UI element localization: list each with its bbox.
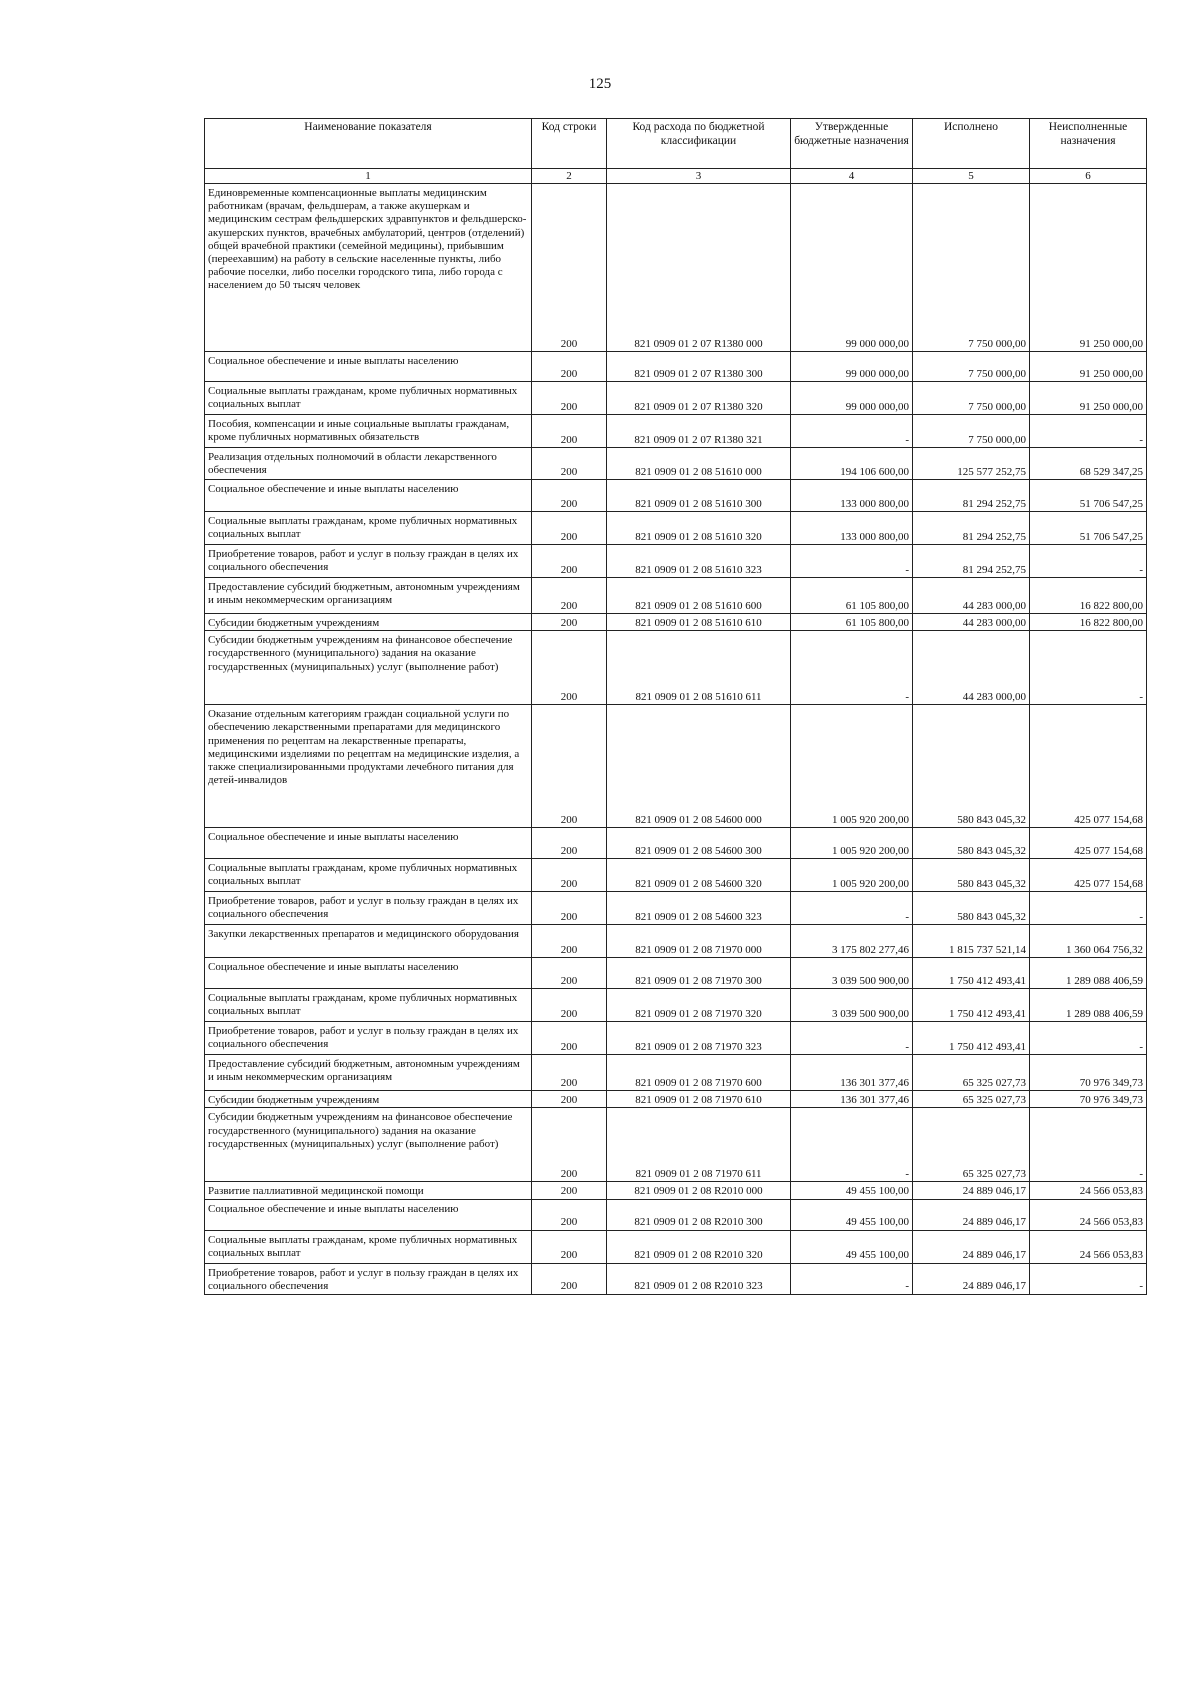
indicator-name-cell: Оказание отдельным категориям граждан социальной услуги по обеспечению лекарственными препаратами для медицинского применения по рецептам на лекарственные препараты, медицинскими изделиями по рецептам на медицинские изделия, а также специализированными продуктами лечебного питания для детей-инвалидов [205,705,532,828]
executed-amount-cell: 580 843 045,32 [913,705,1030,828]
executed-amount-cell: 7 750 000,00 [913,352,1030,382]
header-unexecuted: Неисполненные назначения [1030,119,1147,169]
line-code-cell: 200 [532,1108,607,1182]
approved-amount-cell: 3 039 500 900,00 [791,989,913,1022]
line-code-cell: 200 [532,415,607,448]
indicator-name-cell: Субсидии бюджетным учреждениям на финансовое обеспечение государственного (муниципального) задания на оказание государственных (муниципальных) услуг (выполнение работ) [205,631,532,705]
approved-amount-cell: 61 105 800,00 [791,578,913,614]
line-code-cell: 200 [532,859,607,892]
executed-amount-cell: 44 283 000,00 [913,578,1030,614]
indicator-name-cell: Реализация отдельных полномочий в области лекарственного обеспечения [205,448,532,480]
table-row [205,705,1147,828]
indicator-name-cell: Пособия, компенсации и иные социальные выплаты гражданам, кроме публичных нормативных обязательств [205,415,532,448]
indicator-name-cell: Социальные выплаты гражданам, кроме публичных нормативных социальных выплат [205,989,532,1022]
unexecuted-amount-cell: - [1030,1263,1147,1294]
unexecuted-amount-cell: 91 250 000,00 [1030,184,1147,352]
executed-amount-cell: 1 815 737 521,14 [913,925,1030,958]
indicator-name-cell: Субсидии бюджетным учреждениям [205,1091,532,1108]
classification-code-cell: 821 0909 01 2 07 R1380 321 [607,415,791,448]
indicator-name-cell: Закупки лекарственных препаратов и медицинского оборудования [205,925,532,958]
approved-amount-cell: 49 455 100,00 [791,1230,913,1263]
unexecuted-amount-cell: 51 706 547,25 [1030,512,1147,545]
executed-amount-cell: 580 843 045,32 [913,828,1030,859]
executed-amount-cell: 1 750 412 493,41 [913,1022,1030,1055]
classification-code-cell: 821 0909 01 2 08 R2010 300 [607,1199,791,1230]
column-number: 4 [791,169,913,184]
indicator-name-cell: Социальные выплаты гражданам, кроме публичных нормативных социальных выплат [205,859,532,892]
classification-code-cell: 821 0909 01 2 08 71970 323 [607,1022,791,1055]
budget-execution-table [204,118,1147,1295]
table-row [205,480,1147,512]
unexecuted-amount-cell: - [1030,415,1147,448]
indicator-name-cell: Приобретение товаров, работ и услуг в пользу граждан в целях их социального обеспечения [205,1263,532,1294]
indicator-name-cell: Социальные выплаты гражданам, кроме публичных нормативных социальных выплат [205,512,532,545]
approved-amount-cell: 136 301 377,46 [791,1055,913,1091]
header-row [205,119,1147,169]
line-code-cell: 200 [532,958,607,989]
line-code-cell: 200 [532,989,607,1022]
unexecuted-amount-cell: 1 360 064 756,32 [1030,925,1147,958]
table-row [205,859,1147,892]
classification-code-cell: 821 0909 01 2 07 R1380 000 [607,184,791,352]
indicator-name-cell: Социальные выплаты гражданам, кроме публичных нормативных социальных выплат [205,1230,532,1263]
classification-code-cell: 821 0909 01 2 08 51610 600 [607,578,791,614]
table-row [205,1199,1147,1230]
unexecuted-amount-cell: 51 706 547,25 [1030,480,1147,512]
indicator-name-cell: Предоставление субсидий бюджетным, автономным учреждениям и иным некоммерческим организациям [205,578,532,614]
executed-amount-cell: 1 750 412 493,41 [913,958,1030,989]
line-code-cell: 200 [532,382,607,415]
line-code-cell: 200 [532,578,607,614]
table-row [205,1263,1147,1294]
approved-amount-cell: - [791,1263,913,1294]
approved-amount-cell: 99 000 000,00 [791,184,913,352]
table-row [205,1108,1147,1182]
approved-amount-cell: 99 000 000,00 [791,382,913,415]
classification-code-cell: 821 0909 01 2 08 71970 300 [607,958,791,989]
classification-code-cell: 821 0909 01 2 08 R2010 323 [607,1263,791,1294]
unexecuted-amount-cell: 24 566 053,83 [1030,1182,1147,1199]
approved-amount-cell: 133 000 800,00 [791,512,913,545]
classification-code-cell: 821 0909 01 2 08 71970 320 [607,989,791,1022]
executed-amount-cell: 24 889 046,17 [913,1230,1030,1263]
indicator-name-cell: Приобретение товаров, работ и услуг в пользу граждан в целях их социального обеспечения [205,892,532,925]
column-number: 5 [913,169,1030,184]
unexecuted-amount-cell: - [1030,892,1147,925]
table-row [205,1091,1147,1108]
page-number: 125 [588,76,612,92]
executed-amount-cell: 580 843 045,32 [913,859,1030,892]
column-number: 2 [532,169,607,184]
column-number: 1 [205,169,532,184]
approved-amount-cell: 133 000 800,00 [791,480,913,512]
unexecuted-amount-cell: 91 250 000,00 [1030,352,1147,382]
executed-amount-cell: 44 283 000,00 [913,631,1030,705]
classification-code-cell: 821 0909 01 2 08 54600 320 [607,859,791,892]
classification-code-cell: 821 0909 01 2 08 51610 610 [607,614,791,631]
approved-amount-cell: 49 455 100,00 [791,1182,913,1199]
line-code-cell: 200 [532,631,607,705]
executed-amount-cell: 24 889 046,17 [913,1199,1030,1230]
table-row [205,1230,1147,1263]
unexecuted-amount-cell: 16 822 800,00 [1030,614,1147,631]
table-row [205,545,1147,578]
table-row [205,958,1147,989]
approved-amount-cell: 1 005 920 200,00 [791,859,913,892]
approved-amount-cell: 3 039 500 900,00 [791,958,913,989]
executed-amount-cell: 65 325 027,73 [913,1055,1030,1091]
line-code-cell: 200 [532,352,607,382]
executed-amount-cell: 580 843 045,32 [913,892,1030,925]
classification-code-cell: 821 0909 01 2 08 R2010 000 [607,1182,791,1199]
unexecuted-amount-cell: 425 077 154,68 [1030,859,1147,892]
line-code-cell: 200 [532,925,607,958]
executed-amount-cell: 65 325 027,73 [913,1091,1030,1108]
classification-code-cell: 821 0909 01 2 08 71970 611 [607,1108,791,1182]
executed-amount-cell: 81 294 252,75 [913,480,1030,512]
executed-amount-cell: 7 750 000,00 [913,382,1030,415]
classification-code-cell: 821 0909 01 2 08 51610 000 [607,448,791,480]
header-line-code: Код строки [532,119,607,169]
line-code-cell: 200 [532,892,607,925]
unexecuted-amount-cell: - [1030,545,1147,578]
table-row [205,448,1147,480]
classification-code-cell: 821 0909 01 2 08 54600 300 [607,828,791,859]
approved-amount-cell: - [791,1108,913,1182]
table-row [205,892,1147,925]
approved-amount-cell: 49 455 100,00 [791,1199,913,1230]
line-code-cell: 200 [532,1230,607,1263]
table-row [205,352,1147,382]
header-classification-code: Код расхода по бюджетной классификации [607,119,791,169]
indicator-name-cell: Социальное обеспечение и иные выплаты населению [205,480,532,512]
line-code-cell: 200 [532,1263,607,1294]
classification-code-cell: 821 0909 01 2 08 51610 300 [607,480,791,512]
approved-amount-cell: - [791,1022,913,1055]
unexecuted-amount-cell: 1 289 088 406,59 [1030,989,1147,1022]
table-row [205,1055,1147,1091]
indicator-name-cell: Единовременные компенсационные выплаты медицинским работникам (врачам, фельдшерам, а также акушеркам и медицинским сестрам фельдшерских здравпунктов и фельдшерско-акушерских пунктов, врачебных амбулаторий, центров (отделений) общей врачебной практики (семейной медицины), прибывшим (переехавшим) на работу в сельские населенные пункты, либо рабочие поселки, либо поселки городского типа, либо города с населением до 50 тысяч человек [205,184,532,352]
table-row [205,989,1147,1022]
table-body [205,184,1147,1295]
header-executed: Исполнено [913,119,1030,169]
approved-amount-cell: - [791,631,913,705]
unexecuted-amount-cell: 24 566 053,83 [1030,1199,1147,1230]
classification-code-cell: 821 0909 01 2 08 54600 323 [607,892,791,925]
approved-amount-cell: - [791,545,913,578]
unexecuted-amount-cell: 425 077 154,68 [1030,705,1147,828]
table-row [205,614,1147,631]
line-code-cell: 200 [532,1199,607,1230]
table-row [205,925,1147,958]
approved-amount-cell: 194 106 600,00 [791,448,913,480]
header-approved: Утвержденные бюджетные назначения [791,119,913,169]
approved-amount-cell: 1 005 920 200,00 [791,705,913,828]
unexecuted-amount-cell: - [1030,1022,1147,1055]
approved-amount-cell: - [791,415,913,448]
approved-amount-cell: 3 175 802 277,46 [791,925,913,958]
classification-code-cell: 821 0909 01 2 08 51610 323 [607,545,791,578]
executed-amount-cell: 7 750 000,00 [913,415,1030,448]
classification-code-cell: 821 0909 01 2 08 R2010 320 [607,1230,791,1263]
executed-amount-cell: 81 294 252,75 [913,512,1030,545]
line-code-cell: 200 [532,705,607,828]
classification-code-cell: 821 0909 01 2 08 54600 000 [607,705,791,828]
indicator-name-cell: Социальное обеспечение и иные выплаты населению [205,828,532,859]
classification-code-cell: 821 0909 01 2 08 71970 600 [607,1055,791,1091]
indicator-name-cell: Приобретение товаров, работ и услуг в пользу граждан в целях их социального обеспечения [205,545,532,578]
classification-code-cell: 821 0909 01 2 08 51610 320 [607,512,791,545]
executed-amount-cell: 81 294 252,75 [913,545,1030,578]
line-code-cell: 200 [532,828,607,859]
executed-amount-cell: 125 577 252,75 [913,448,1030,480]
approved-amount-cell: 136 301 377,46 [791,1091,913,1108]
line-code-cell: 200 [532,614,607,631]
indicator-name-cell: Социальное обеспечение и иные выплаты населению [205,958,532,989]
indicator-name-cell: Субсидии бюджетным учреждениям на финансовое обеспечение государственного (муниципального) задания на оказание государственных (муниципальных) услуг (выполнение работ) [205,1108,532,1182]
line-code-cell: 200 [532,1022,607,1055]
header-indicator-name: Наименование показателя [205,119,532,169]
unexecuted-amount-cell: 425 077 154,68 [1030,828,1147,859]
executed-amount-cell: 24 889 046,17 [913,1182,1030,1199]
unexecuted-amount-cell: 70 976 349,73 [1030,1091,1147,1108]
indicator-name-cell: Развитие паллиативной медицинской помощи [205,1182,532,1199]
unexecuted-amount-cell: 68 529 347,25 [1030,448,1147,480]
approved-amount-cell: 1 005 920 200,00 [791,828,913,859]
table-row [205,512,1147,545]
executed-amount-cell: 65 325 027,73 [913,1108,1030,1182]
column-number-row [205,169,1147,184]
unexecuted-amount-cell: 24 566 053,83 [1030,1230,1147,1263]
table-row [205,1182,1147,1199]
indicator-name-cell: Субсидии бюджетным учреждениям [205,614,532,631]
indicator-name-cell: Социальное обеспечение и иные выплаты населению [205,352,532,382]
unexecuted-amount-cell: - [1030,631,1147,705]
indicator-name-cell: Предоставление субсидий бюджетным, автономным учреждениям и иным некоммерческим организациям [205,1055,532,1091]
line-code-cell: 200 [532,512,607,545]
table-row [205,578,1147,614]
indicator-name-cell: Социальные выплаты гражданам, кроме публичных нормативных социальных выплат [205,382,532,415]
classification-code-cell: 821 0909 01 2 08 71970 000 [607,925,791,958]
column-number: 3 [607,169,791,184]
line-code-cell: 200 [532,480,607,512]
classification-code-cell: 821 0909 01 2 07 R1380 320 [607,382,791,415]
indicator-name-cell: Социальное обеспечение и иные выплаты населению [205,1199,532,1230]
column-number: 6 [1030,169,1147,184]
table-row [205,631,1147,705]
executed-amount-cell: 7 750 000,00 [913,184,1030,352]
classification-code-cell: 821 0909 01 2 08 71970 610 [607,1091,791,1108]
unexecuted-amount-cell: 16 822 800,00 [1030,578,1147,614]
table-row [205,1022,1147,1055]
line-code-cell: 200 [532,1091,607,1108]
classification-code-cell: 821 0909 01 2 08 51610 611 [607,631,791,705]
unexecuted-amount-cell: 1 289 088 406,59 [1030,958,1147,989]
table-row [205,828,1147,859]
line-code-cell: 200 [532,1182,607,1199]
line-code-cell: 200 [532,545,607,578]
table-row [205,382,1147,415]
classification-code-cell: 821 0909 01 2 07 R1380 300 [607,352,791,382]
executed-amount-cell: 44 283 000,00 [913,614,1030,631]
line-code-cell: 200 [532,1055,607,1091]
table-row [205,184,1147,352]
unexecuted-amount-cell: 70 976 349,73 [1030,1055,1147,1091]
executed-amount-cell: 1 750 412 493,41 [913,989,1030,1022]
executed-amount-cell: 24 889 046,17 [913,1263,1030,1294]
approved-amount-cell: - [791,892,913,925]
line-code-cell: 200 [532,184,607,352]
unexecuted-amount-cell: - [1030,1108,1147,1182]
line-code-cell: 200 [532,448,607,480]
indicator-name-cell: Приобретение товаров, работ и услуг в пользу граждан в целях их социального обеспечения [205,1022,532,1055]
unexecuted-amount-cell: 91 250 000,00 [1030,382,1147,415]
approved-amount-cell: 61 105 800,00 [791,614,913,631]
approved-amount-cell: 99 000 000,00 [791,352,913,382]
table-row [205,415,1147,448]
